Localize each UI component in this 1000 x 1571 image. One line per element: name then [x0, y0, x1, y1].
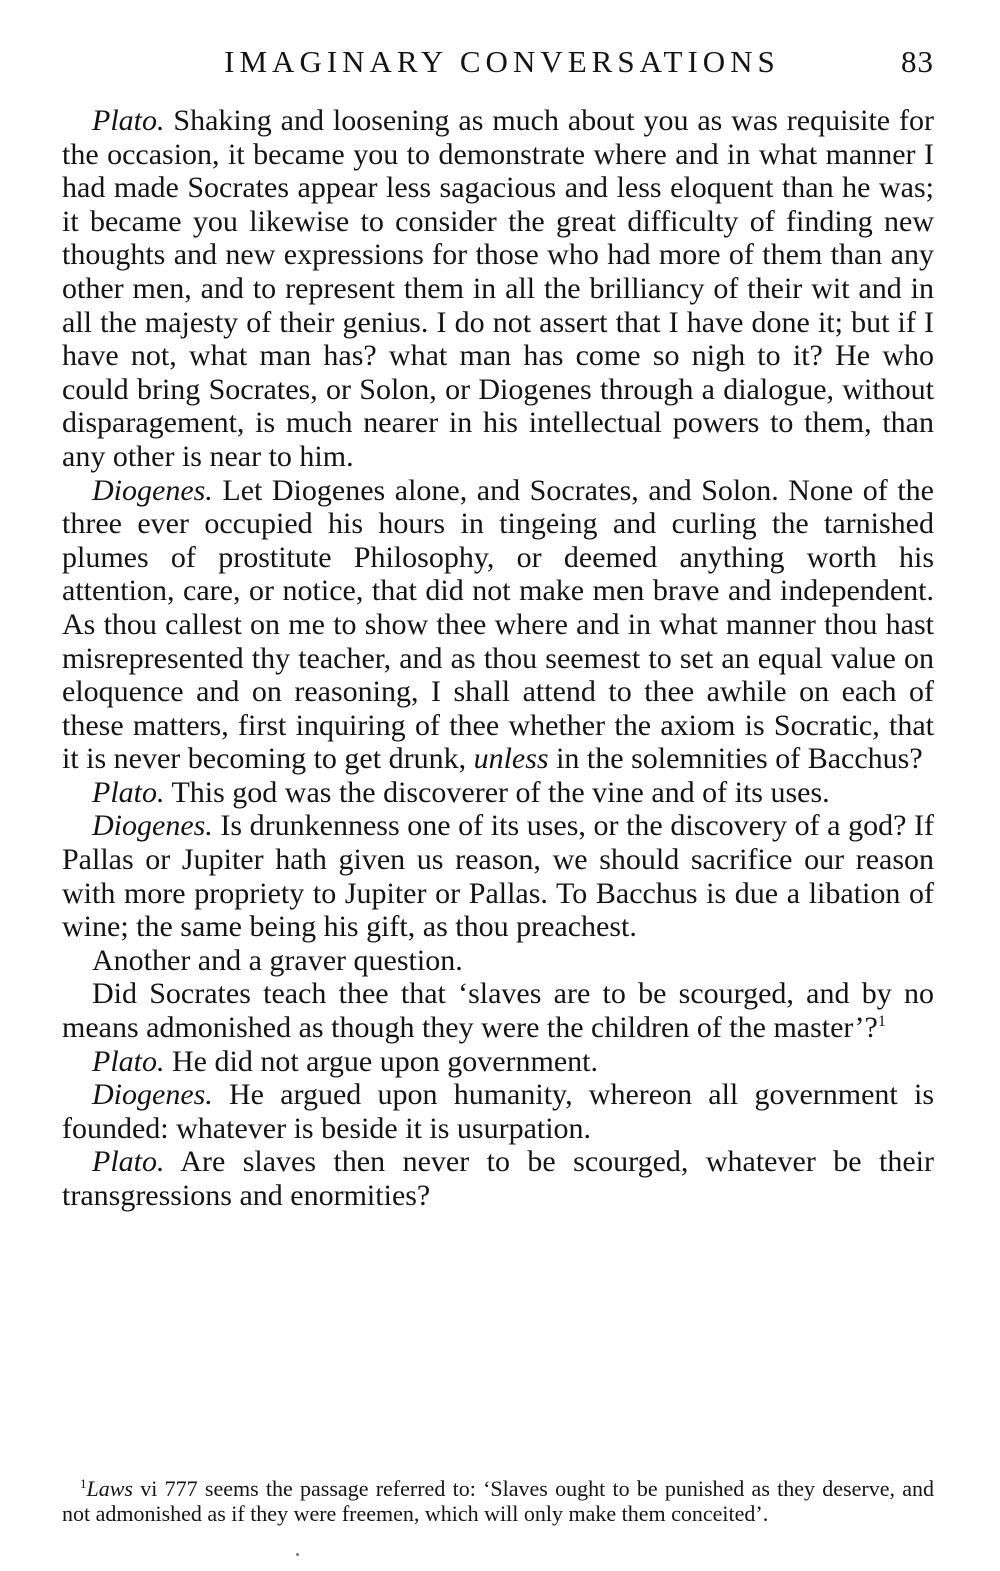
paragraph-plato-4 [62, 1145, 934, 1212]
speaker-label: Plato. [92, 1145, 165, 1179]
paragraph-text: Another and a graver question. [92, 943, 463, 977]
print-speck [296, 1553, 299, 1556]
speaker-label: Plato. [92, 104, 165, 137]
paragraph-text: Is drunkenness one of its uses, or the discovery of a god? If Pallas or Jupiter hath given us reason, we should sacrifice our reason with more propriety to Jupiter or Pallas. To Bacchus is due a libation of wine; the same being his gift, as thou preachest. [62, 809, 934, 944]
paragraph-plato-1 [62, 104, 934, 474]
paragraph-plato-2 [62, 776, 934, 810]
paragraph-plato-3 [62, 1045, 934, 1079]
body-text [62, 104, 934, 1213]
page-number: 83 [901, 44, 934, 79]
speaker-label: Diogenes. [92, 473, 213, 507]
speaker-label: Diogenes. [92, 809, 213, 843]
page-header [62, 44, 934, 84]
paragraph-text: He argued upon humanity, whereon all government is founded: whatever is beside it is usurpation. [62, 1078, 934, 1145]
speaker-label: Plato. [92, 1044, 165, 1078]
speaker-label: Diogenes. [92, 1078, 213, 1112]
footnote [62, 1476, 934, 1526]
footnote-marker: 1 [80, 1476, 87, 1491]
paragraph-text: Did Socrates teach thee that ‘slaves are to be scourged, and by no means admonished as though they were the children of the master’? [62, 977, 934, 1045]
paragraph-diogenes-1 [62, 474, 934, 776]
speaker-label: Plato. [92, 775, 165, 809]
paragraph-diogenes-5 [62, 1078, 934, 1145]
paragraph-text: Are slaves then never to be scourged, whatever be their transgressions and enormities? [62, 1145, 934, 1212]
footnote-text: vi 777 seems the passage referred to: ‘Slaves ought to be punished as they deserve, and not admonished as if they were freemen, which will only make them conceited’. [62, 1476, 934, 1526]
paragraph-diogenes-3 [62, 944, 934, 978]
running-title: IMAGINARY CONVERSATIONS [224, 44, 780, 79]
emphasis-text: unless [473, 742, 549, 776]
paragraph-text: Let Diogenes alone, and Socrates, and Solon. None of the three ever occupied his hours in tingeing and curling the tarnished plumes of prostitute Philosophy, or deemed anything worth his attention, care, or notice, that did not make men brave and independent. As thou callest on me to show thee where and in what manner thou hast misrepresented thy teacher, and as thou seemest to set an equal value on eloquence and on reasoning, I shall attend to thee awhile on each of these matters, first inquiring of thee whether the axiom is Socratic, that it is never becoming to get drunk, [62, 473, 934, 776]
paragraph-diogenes-2 [62, 809, 934, 943]
paragraph-text: Shaking and loosening as much about you as was requisite for the occasion, it became you to demonstrate where and in what manner I had made Socrates appear less sagacious and less eloquent than he was; it became you likewise to consider the great difficulty of finding new thoughts and new expressions for those who had more of them than any other men, and to represent them in all the brilliancy of their wit and in all the majesty of their genius. I do not assert that I have done it; but if I have not, what man has? what man has come so nigh to it? He who could bring Socrates, or Solon, or Diogenes through a dialogue, without disparagement, is much nearer in his intellectual powers to them, than any other is near to him. [62, 104, 934, 473]
paragraph-diogenes-4 [62, 977, 934, 1044]
footnote-reference[interactable]: 1 [877, 1013, 886, 1031]
paragraph-text: He did not argue upon government. [164, 1044, 599, 1078]
paragraph-text: in the solemnities of Bacchus? [548, 742, 923, 776]
footnotes [62, 1476, 934, 1526]
paragraph-text: This god was the discoverer of the vine and of its uses. [164, 775, 830, 809]
footnote-title: Laws [86, 1476, 133, 1501]
